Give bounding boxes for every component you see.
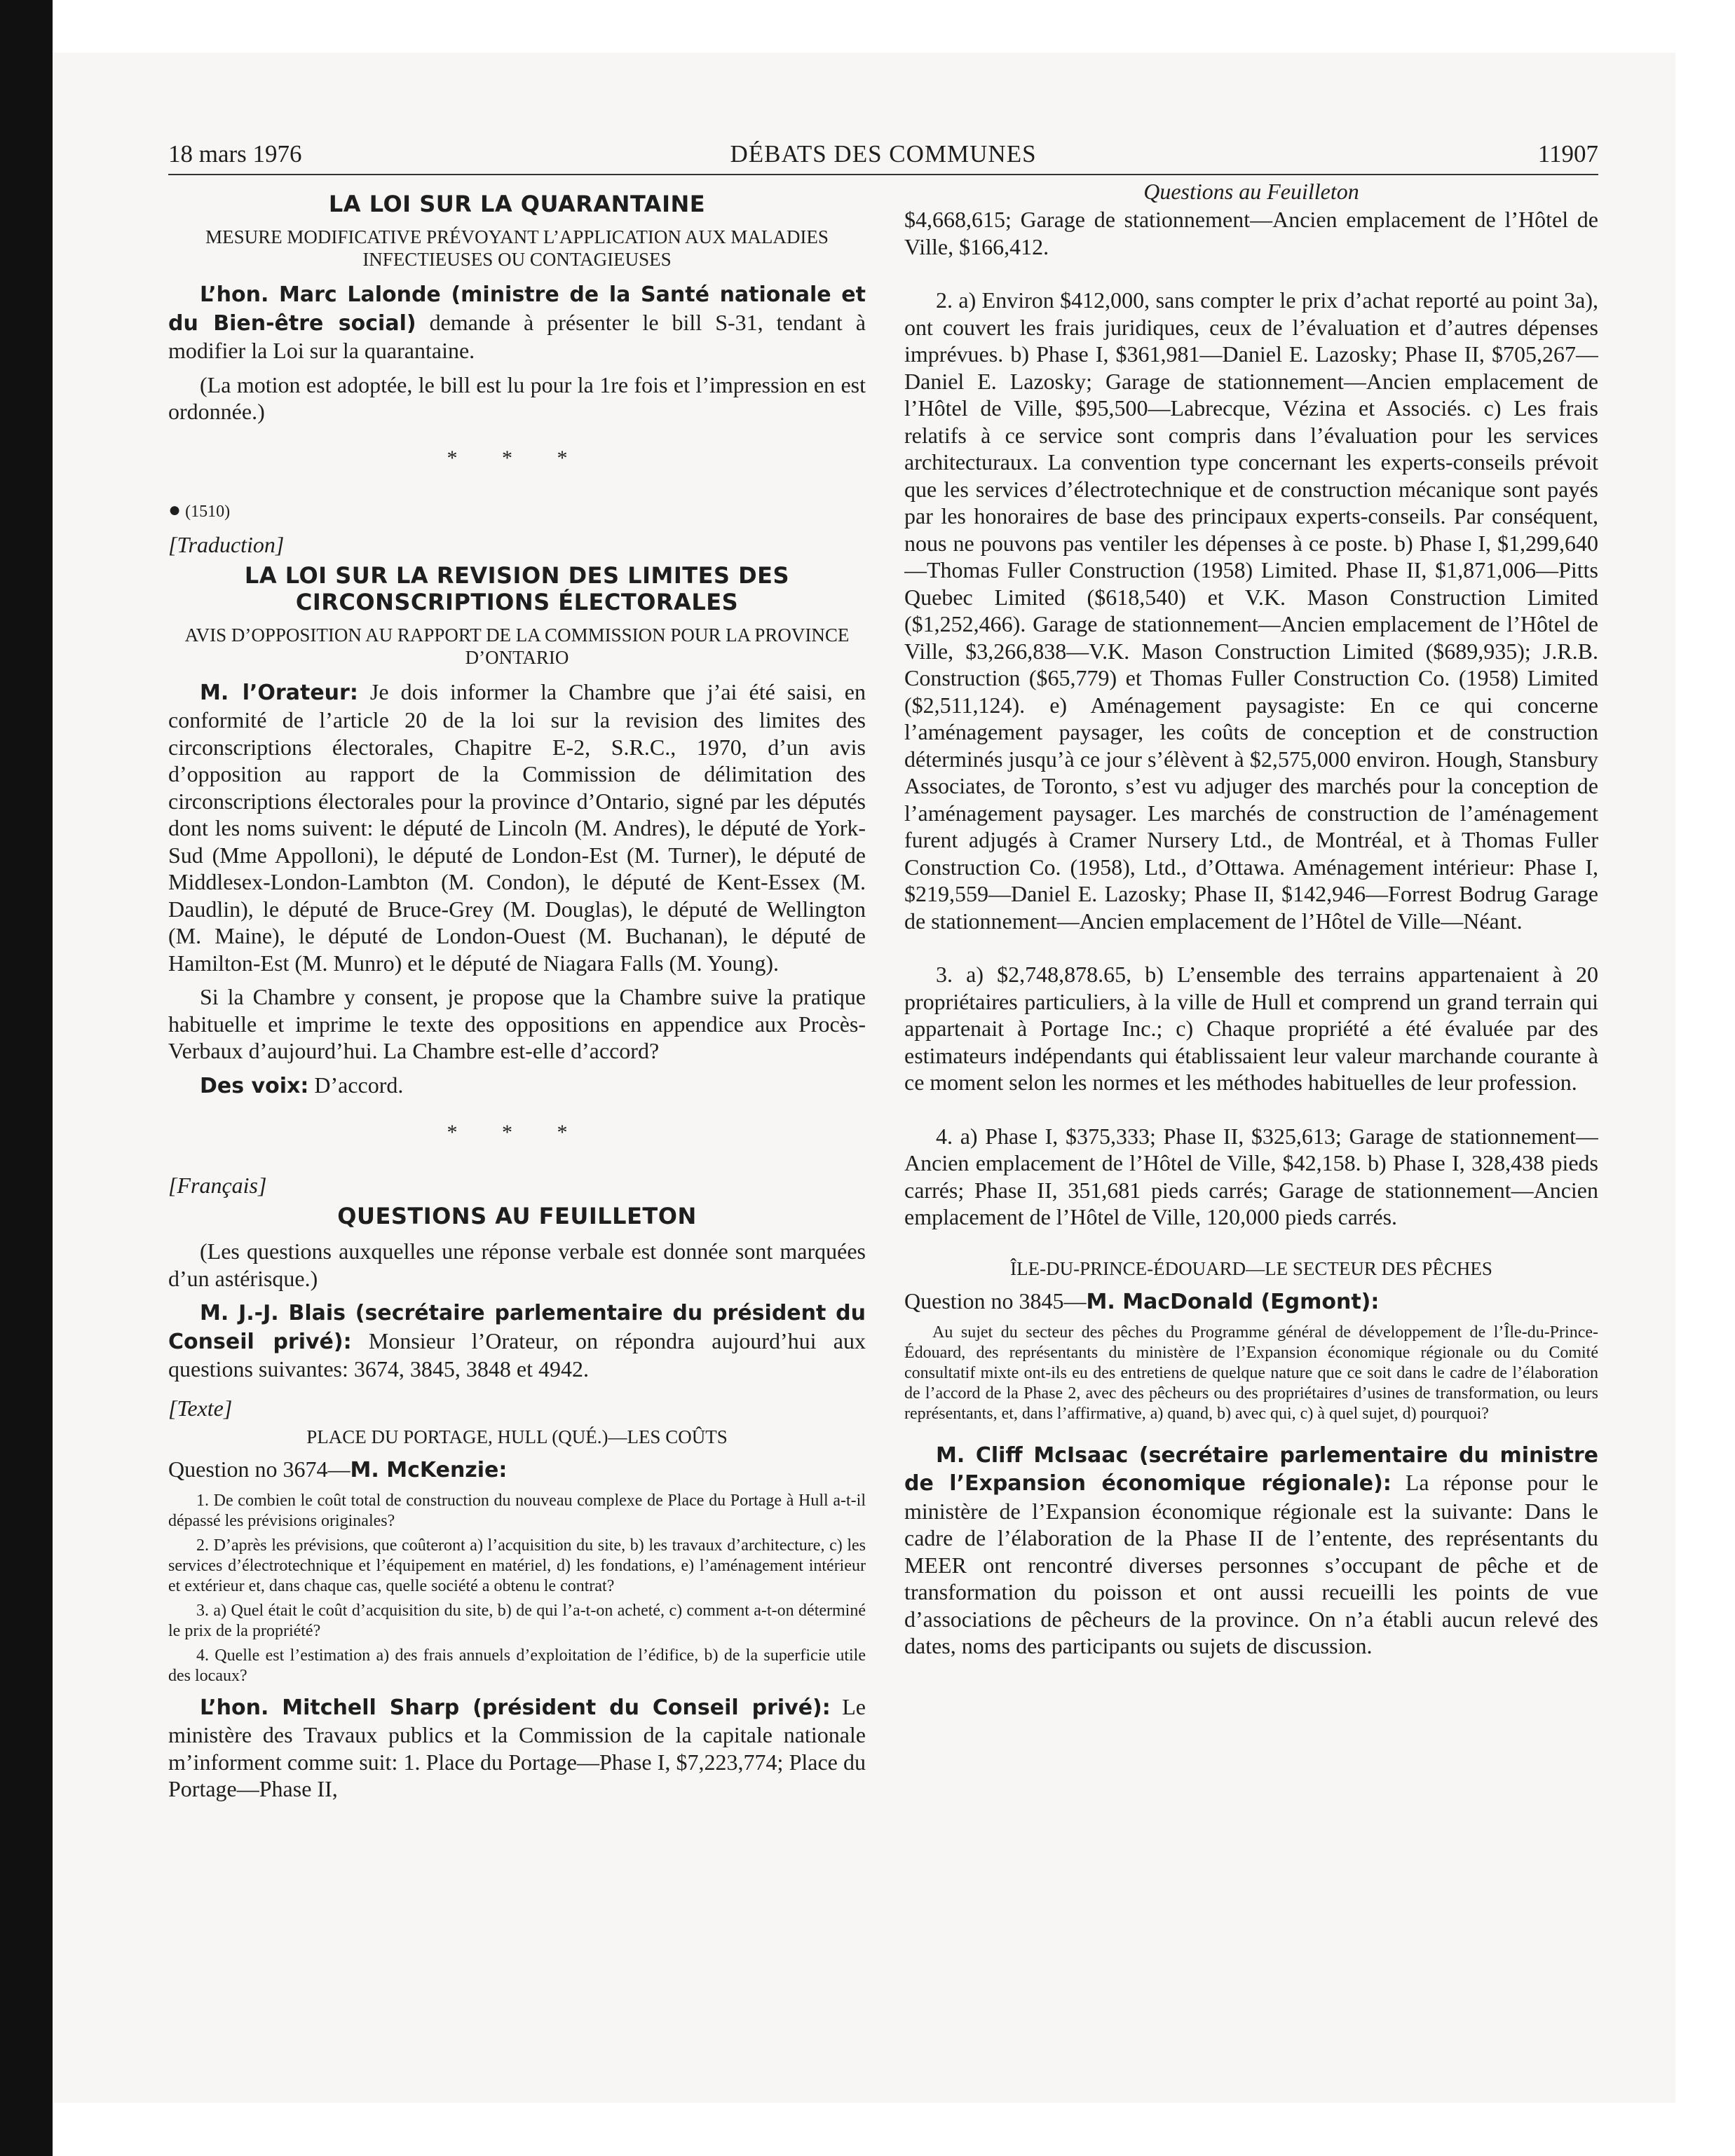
quarantine-text: demande à présenter le bill S-31, tendant à modifier la Loi sur la quarantaine. bbox=[168, 309, 866, 363]
question-3845-text: Au sujet du secteur des pêches du Programme général de développement de l’Île-du-Prince-Édouard, des représentants du ministère de l’Expansion économique régionale ou du Comité consultatif mixte ont-ils eu des entretiens de quelque nature que ce soit dans le cadre de l’élaboration de l’accord de la Phase 2, avec des pêcheurs ou des propriétaires d’usines de transformation, ou leurs représentants, et, dans l’affirmative, a) quand, b) avec qui, c) à quel sujet, d) pourquoi? bbox=[904, 1323, 1598, 1423]
left-column bbox=[168, 191, 866, 2013]
question-3845-title: ÎLE-DU-PRINCE-ÉDOUARD—LE SECTEUR DES PÊCHES bbox=[1010, 1257, 1492, 1279]
question-3674-title: PLACE DU PORTAGE, HULL (QUÉ.)—LES COÛTS bbox=[306, 1426, 728, 1447]
question-3845-label: Question no 3845— bbox=[904, 1288, 1087, 1314]
quarantine-paragraph bbox=[168, 280, 866, 364]
question-3845-heading bbox=[904, 1288, 1598, 1314]
question-3674-label: Question no 3674— bbox=[168, 1456, 351, 1482]
language-tag-francais: [Français] bbox=[168, 1173, 267, 1198]
electoral-text: Je dois informer la Chambre que j’ai été saisi, en conformité de l’article 20 de la loi sur la revision des limites des circonscriptions électorales, Chapitre E-2, S.R.C., 1970, d’un avis d’opposition au rapport de la Commission de délimitation des circonscriptions électorales pour la province d’Ontario, signé par les députés dont les noms suivent: le député de Lincoln (M. Andres), le député de York-Sud (Mme Appolloni), le député de London-Est (M. Turner), le député de Middlesex-London-Lambton (M. Condon), le député de Kent-Essex (M. Daudlin), le député de Bruce-Grey (M. Douglas), le député de Wellington (M. Maine), le député de London-Ouest (M. Buchanan), le député de Hamilton-Est (M. Munro) et le député de Niagara Falls (M. Young). bbox=[168, 678, 866, 976]
section-separator: * * * bbox=[447, 446, 587, 470]
question-3674-item: 1. De combien le coût total de construction du nouveau complexe de Place du Portage à Hull a-t-il dépassé les prévisions originales? bbox=[168, 1491, 866, 1530]
sharp-answer bbox=[168, 1693, 866, 1803]
section-separator-2: * * * bbox=[447, 1121, 587, 1144]
blais-paragraph bbox=[168, 1299, 866, 1383]
question-3674-item: 4. Quelle est l’estimation a) des frais annuels d’exploitation de l’édifice, b) de la superficie utile des locaux? bbox=[168, 1646, 866, 1685]
questions-note: (Les questions auxquelles une réponse verbale est donnée sont marquées d’un astérisque.) bbox=[168, 1239, 866, 1291]
header-title: DÉBATS DES COMMUNES bbox=[730, 140, 1037, 168]
quarantine-motion: (La motion est adoptée, le bill est lu pour la 1re fois et l’impression en est ordonnée.) bbox=[168, 371, 866, 424]
voices-text: D’accord. bbox=[308, 1072, 404, 1098]
answer-4: 4. a) Phase I, $375,333; Phase II, $325,613; Garage de stationnement—Ancien emplacement de l’Hôtel de Ville, $42,158. b) Phase I, 328,438 pieds carrés; Phase II, 351,681 pieds carrés; Garage de stationnement—Ancien emplacement de l’Hôtel de Ville, 120,000 pieds carrés. bbox=[904, 1123, 1598, 1229]
electoral-paragraph bbox=[168, 678, 866, 977]
question-3674-item: 2. D’après les prévisions, que coûteront a) l’acquisition du site, b) les travaux d’architecture, c) les services d’électrotechnique et l’équipement en matériel, d) les fondations, e) l’aménagement intérieur et extérieur et, dans chaque cas, quelle société a obtenu le contrat? bbox=[168, 1536, 866, 1595]
sharp-answer-text: Le ministère des Travaux publics et la Commission de la capitale nationale m’informent comme suit: 1. Place du Portage—Phase I, $7,223,774; Place du Portage—Phase II, bbox=[168, 1693, 866, 1801]
time-marker bbox=[168, 498, 866, 522]
scan-edge bbox=[0, 0, 53, 2156]
answer-2: 2. a) Environ $412,000, sans compter le prix d’achat reporté au point 3a), ont couvert les frais juridiques, ceux de l’évaluation et d’autres dépenses imprévues. b) Phase I, $361,981—Daniel E. Lazosky; Phase II, $705,267—Daniel E. Lazosky; Garage de stationnement—Ancien emplacement de l’Hôtel de Ville, $95,500—Labrecque, Vézina et Associés. c) Les frais relatifs à ce service sont compris dans l’évaluation pour les services architecturaux. La convention type concernant les experts-conseils prévoit que les services d’électrotechnique et de construction mécanique sont payés par les honoraires de base des principaux experts-conseils. Par conséquent, nous ne pouvons pas ventiler les dépenses à ce poste. b) Phase I, $1,299,640—Thomas Fuller Construction (1958) Limited. Phase II, $1,871,006—Pitts Quebec Limited ($618,540) et V.K. Mason Construction Limited ($1,252,466). Garage de stationnement—Ancien emplacement de l’Hôtel de Ville, $3,266,838—V.K. Mason Construction Limited ($689,935); J.R.B. Construction ($65,779) et Thomas Fuller Construction Co. (1958) Limited ($2,511,124). e) Aménagement paysagiste: En ce qui concerne l’aménagement paysager, les coûts de conception et de construction déterminés jusqu’à ce jour s’élèvent à $2,575,000 environ. Hough, Stansbury Associates, de Toronto, s’est vu adjuger des marchés pour la conception de l’aménagement paysager. Les marchés de construction de l’aménagement furent adjugés à Cramer Nursery Ltd., de Montréal, et à Thomas Fuller Construction Co. (1958), Ltd., d’Ottawa. Aménagement intérieur: Phase I, $219,559—Daniel E. Lazosky; Phase II, $142,946—Forrest Bodrug Garage de stationnement—Ancien emplacement de l’Hôtel de Ville—Néant. bbox=[904, 287, 1598, 934]
electoral-paragraph-2: Si la Chambre y consent, je propose que la Chambre suive la pratique habituelle et imprime le texte des oppositions en appendice aux Procès-Verbaux d’aujourd’hui. La Chambre est-elle d’accord? bbox=[168, 984, 866, 1063]
blais-text: Monsieur l’Orateur, on répondra aujourd’hui aux questions suivantes: 3674, 3845, 3848 et 4942. bbox=[168, 1328, 866, 1381]
speaker-sharp: L’hon. Mitchell Sharp (président du Conseil privé): bbox=[200, 1695, 831, 1720]
section-quarantine-title: LA LOI SUR LA QUARANTAINE bbox=[328, 191, 706, 217]
language-tag-texte: [Texte] bbox=[168, 1395, 233, 1421]
question-3845-asker: M. MacDonald (Egmont): bbox=[1086, 1289, 1380, 1314]
voices-paragraph bbox=[168, 1072, 866, 1100]
answer-1-continued: $4,668,615; Garage de stationnement—Ancien emplacement de l’Hôtel de Ville, $166,412. bbox=[904, 207, 1598, 259]
section-questions-title: QUESTIONS AU FEUILLETON bbox=[337, 1203, 697, 1229]
mcisaac-answer bbox=[904, 1441, 1598, 1660]
mcisaac-answer-text: La réponse pour le ministère de l’Expansion économique régionale est la suivante: Dans le cadre de l’élaboration de la Phase II de l’entente, des représentants du MEER ont rencontré diverses personnes s’occupant de pêche et de transformation du poisson et ont aussi recueilli les points de vue d’associations de pêcheurs de la province. On n’a établi aucun relevé des dates, noms des participants ou sujets de discussion. bbox=[904, 1470, 1598, 1658]
speaker-blais: M. J.-J. Blais (secrétaire parlementaire du président du Conseil privé): bbox=[168, 1301, 866, 1354]
language-tag-traduction: [Traduction] bbox=[168, 531, 285, 557]
question-3674-heading bbox=[168, 1456, 866, 1482]
answer-3: 3. a) $2,748,878.65, b) L’ensemble des terrains appartenaient à 20 propriétaires particuliers, à la ville de Hull et comprend un grand terrain qui appartenait à Portage Inc.; c) Chaque propriété a été évaluée par des estimateurs indépendants qui établissaient leur valeur marchande courante à ce moment selon les normes et les méthodes habituelles de leur profession. bbox=[904, 962, 1598, 1095]
running-head: Questions au Feuilleton bbox=[1143, 179, 1359, 204]
section-electoral-title: LA LOI SUR LA REVISION DES LIMITES DES CIRCONSCRIPTIONS ÉLECTORALES bbox=[244, 561, 790, 615]
speaker-mcisaac: M. Cliff McIsaac (secrétaire parlementaire du ministre de l’Expansion économique régionale): bbox=[904, 1442, 1598, 1496]
bullet-icon: ● bbox=[168, 498, 182, 521]
speaker-voices: Des voix: bbox=[200, 1073, 309, 1098]
time-marker-text: (1510) bbox=[185, 502, 231, 521]
section-electoral-subtitle: AVIS D’OPPOSITION AU RAPPORT DE LA COMMISSION POUR LA PROVINCE D’ONTARIO bbox=[184, 624, 850, 668]
speaker-lalonde: L’hon. Marc Lalonde (ministre de la Santé nationale et du Bien-être social) bbox=[168, 282, 866, 336]
section-quarantine-subtitle: MESURE MODIFICATIVE PRÉVOYANT L’APPLICATION AUX MALADIES INFECTIEUSES OU CONTAGIEUSES bbox=[205, 226, 829, 270]
right-column bbox=[904, 179, 1598, 2001]
header-date: 18 mars 1976 bbox=[168, 140, 302, 168]
header-page-number: 11907 bbox=[1537, 140, 1598, 168]
page-header bbox=[168, 140, 1598, 175]
question-3674-asker: M. McKenzie: bbox=[350, 1457, 508, 1482]
question-3674-item: 3. a) Quel était le coût d’acquisition du site, b) de qui l’a-t-on acheté, c) comment a-t-on déterminé le prix de la propriété? bbox=[168, 1601, 866, 1640]
speaker-orateur: M. l’Orateur: bbox=[200, 680, 358, 705]
